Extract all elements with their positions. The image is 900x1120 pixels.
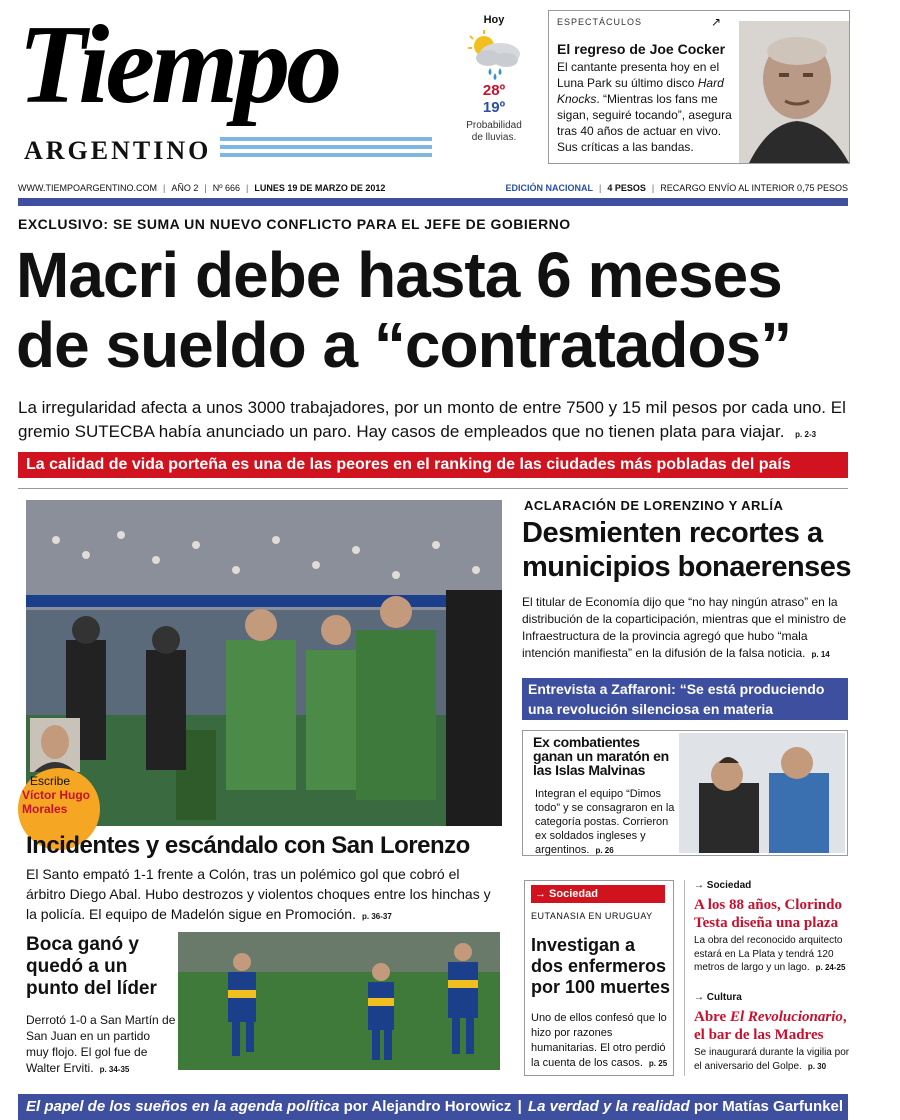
malvinas-teaser[interactable] bbox=[522, 730, 848, 856]
weather-note-line2: de lluvias. bbox=[471, 132, 517, 143]
red-banner[interactable]: La calidad de vida porteña es una de las peores en el ranking de las ciudades más pobladas del país bbox=[18, 452, 848, 478]
surcharge: RECARGO ENVÍO AL INTERIOR 0,75 PESOS bbox=[660, 183, 848, 193]
section-label: ESPECTÁCULOS bbox=[557, 17, 643, 27]
sociedad-headline: Investigan a dos enfermeros por 100 muertes bbox=[531, 935, 671, 997]
incidentes-body: El Santo empató 1-1 frente a Colón, tras un polémico gol que cobró el árbitro Diego Abal. Hubo destrozos y violentos choques entre los hinchas y la policía. El equipo de Madelón sigue en Promoción. p. 36-37 bbox=[26, 866, 491, 922]
boca-body: Derrotó 1-0 a San Martín de San Juan en un partido muy flojo. El gol fue de Walter Erviti. p. 34-35 bbox=[26, 1013, 176, 1075]
masthead-title: Tiempo bbox=[18, 3, 339, 127]
flag-stripes bbox=[220, 137, 432, 163]
masthead-subtitle: ARGENTINO bbox=[24, 136, 212, 165]
zaffaroni-banner[interactable]: Entrevista a Zaffaroni: “Se está produciendo una revolución silenciosa en materia educativa” p. 10-11 bbox=[522, 678, 848, 720]
top-story-kicker: EXCLUSIVO: SE SUMA UN NUEVO CONFLICTO PARA EL JEFE DE GOBIERNO bbox=[18, 216, 571, 232]
sociedad-body: Uno de ellos confesó que lo hizo por razones humanitarias. El otro perdió la cuenta de los casos. p. 25 bbox=[531, 1012, 668, 1069]
top-story-headline[interactable]: Macri debe hasta 6 meses de sueldo a “contratados” bbox=[16, 239, 792, 381]
top-story-lead: La irregularidad afecta a unos 3000 trabajadores, por un monto de entre 7500 y 15 mil pesos por cada uno. El gremio SUTECBA había anunciado un paro. Hay casos de empleados que no tienen plata para viajar. p. 2-3 bbox=[18, 398, 846, 441]
espectaculos-teaser[interactable] bbox=[548, 10, 850, 164]
cloud-sun-rain-icon bbox=[450, 26, 538, 82]
boca-headline[interactable]: Boca ganó y quedó a un punto del líder bbox=[26, 934, 157, 999]
issue-number: Nº 666 bbox=[212, 183, 241, 193]
desmienten-kicker: ACLARACIÓN DE LORENZINO Y ARLÍA bbox=[524, 498, 784, 513]
joe-cocker-photo bbox=[739, 21, 849, 163]
malvinas-body: Integran el equipo “Dimos todo” y se consagraron en la categoría postas. Corrieron ex soldados ingleses y argentinos. p. 26 bbox=[535, 788, 675, 856]
author-badge[interactable] bbox=[22, 718, 92, 822]
weather-widget bbox=[450, 14, 538, 144]
date: LUNES 19 DE MARZO DE 2012 bbox=[254, 183, 386, 193]
weather-label: Hoy bbox=[483, 14, 505, 26]
temp-low: 19º bbox=[482, 99, 506, 116]
arrow-icon: ↗ bbox=[711, 15, 722, 29]
malvinas-photo bbox=[679, 733, 845, 853]
opinion-2-title: La verdad y la realidad bbox=[527, 1098, 690, 1115]
website[interactable]: WWW.TIEMPOARGENTINO.COM bbox=[18, 183, 157, 193]
badge-author: Víctor Hugo Morales bbox=[22, 788, 90, 816]
san-lorenzo-photo bbox=[26, 500, 502, 826]
price: 4 PESOS bbox=[607, 183, 646, 193]
badge-label: Escribe bbox=[30, 774, 71, 788]
sociedad-box[interactable] bbox=[524, 880, 674, 1076]
revolucionario-headline[interactable]: Abre El Revolucionario, el bar de las Madres bbox=[694, 1009, 847, 1043]
opinion-bar[interactable]: El papel de los sueños en la agenda política por Alejandro Horowicz | La verdad y la realidad por Matías Garfunkel bbox=[18, 1094, 848, 1120]
weather-note bbox=[450, 120, 538, 144]
clorindo-body: La obra del reconocido arquitecto estará en La Plata y tendrá 120 metros de largo y un lago. p. 24-25 bbox=[694, 935, 846, 973]
opinion-1-author: por Alejandro Horowicz bbox=[343, 1098, 512, 1115]
header-rule bbox=[18, 198, 848, 206]
incidentes-headline[interactable]: Incidentes y escándalo con San Lorenzo bbox=[26, 832, 470, 859]
column-divider bbox=[684, 880, 685, 1076]
opinion-1-title: El papel de los sueños en la agenda política bbox=[26, 1098, 340, 1115]
sociedad-tag: → Sociedad bbox=[531, 885, 665, 903]
malvinas-headline: Ex combatientes ganan un maratón en las Islas Malvinas bbox=[533, 734, 669, 778]
author-photo bbox=[30, 718, 80, 772]
opinion-2-author: por Matías Garfunkel bbox=[693, 1098, 844, 1115]
weather-note-line1: Probabilidad bbox=[466, 120, 522, 131]
cultura-tag: → Cultura bbox=[694, 992, 742, 1003]
edition: EDICIÓN NACIONAL bbox=[505, 183, 594, 193]
clorindo-headline[interactable]: A los 88 años, Clorindo Testa diseña una plaza bbox=[694, 897, 842, 931]
year: AÑO 2 bbox=[171, 183, 199, 193]
teaser-headline: El regreso de Joe Cocker bbox=[557, 41, 726, 57]
temp-high: 28º bbox=[482, 82, 506, 99]
edition-infobar: WWW.TIEMPOARGENTINO.COM | AÑO 2 | Nº 666 | LUNES 19 DE MARZO DE 2012 EDICIÓN NACIONAL | 4 PESOS | RECARGO ENVÍO AL INTERIOR 0,75 PESOS bbox=[18, 183, 848, 193]
teaser-body: El cantante presenta hoy en el Luna Park su último disco Hard Knocks. “Mientras los fans me sigan, seguiré tocando”, asegura tras 40 años de actuar en vivo. Sus críticas a las bandas. bbox=[557, 60, 732, 154]
boca-photo bbox=[178, 932, 500, 1070]
divider bbox=[18, 488, 848, 489]
sociedad-right-tag: → Sociedad bbox=[694, 880, 752, 891]
sociedad-kicker: EUTANASIA EN URUGUAY bbox=[531, 911, 653, 921]
desmienten-headline[interactable]: Desmienten recortes a municipios bonaerenses bbox=[522, 517, 852, 583]
desmienten-body: El titular de Economía dijo que “no hay ningún atraso” en la distribución de la coparticipación, mientras que el ministro de Infraestructura de la provincia agregó que hubo “mala intención manifiesta” en la difusión de la falsa noticia. p. 14 bbox=[522, 595, 847, 660]
revolucionario-body: Se inaugurará durante la vigilia por el aniversario del Golpe. p. 30 bbox=[694, 1047, 850, 1072]
